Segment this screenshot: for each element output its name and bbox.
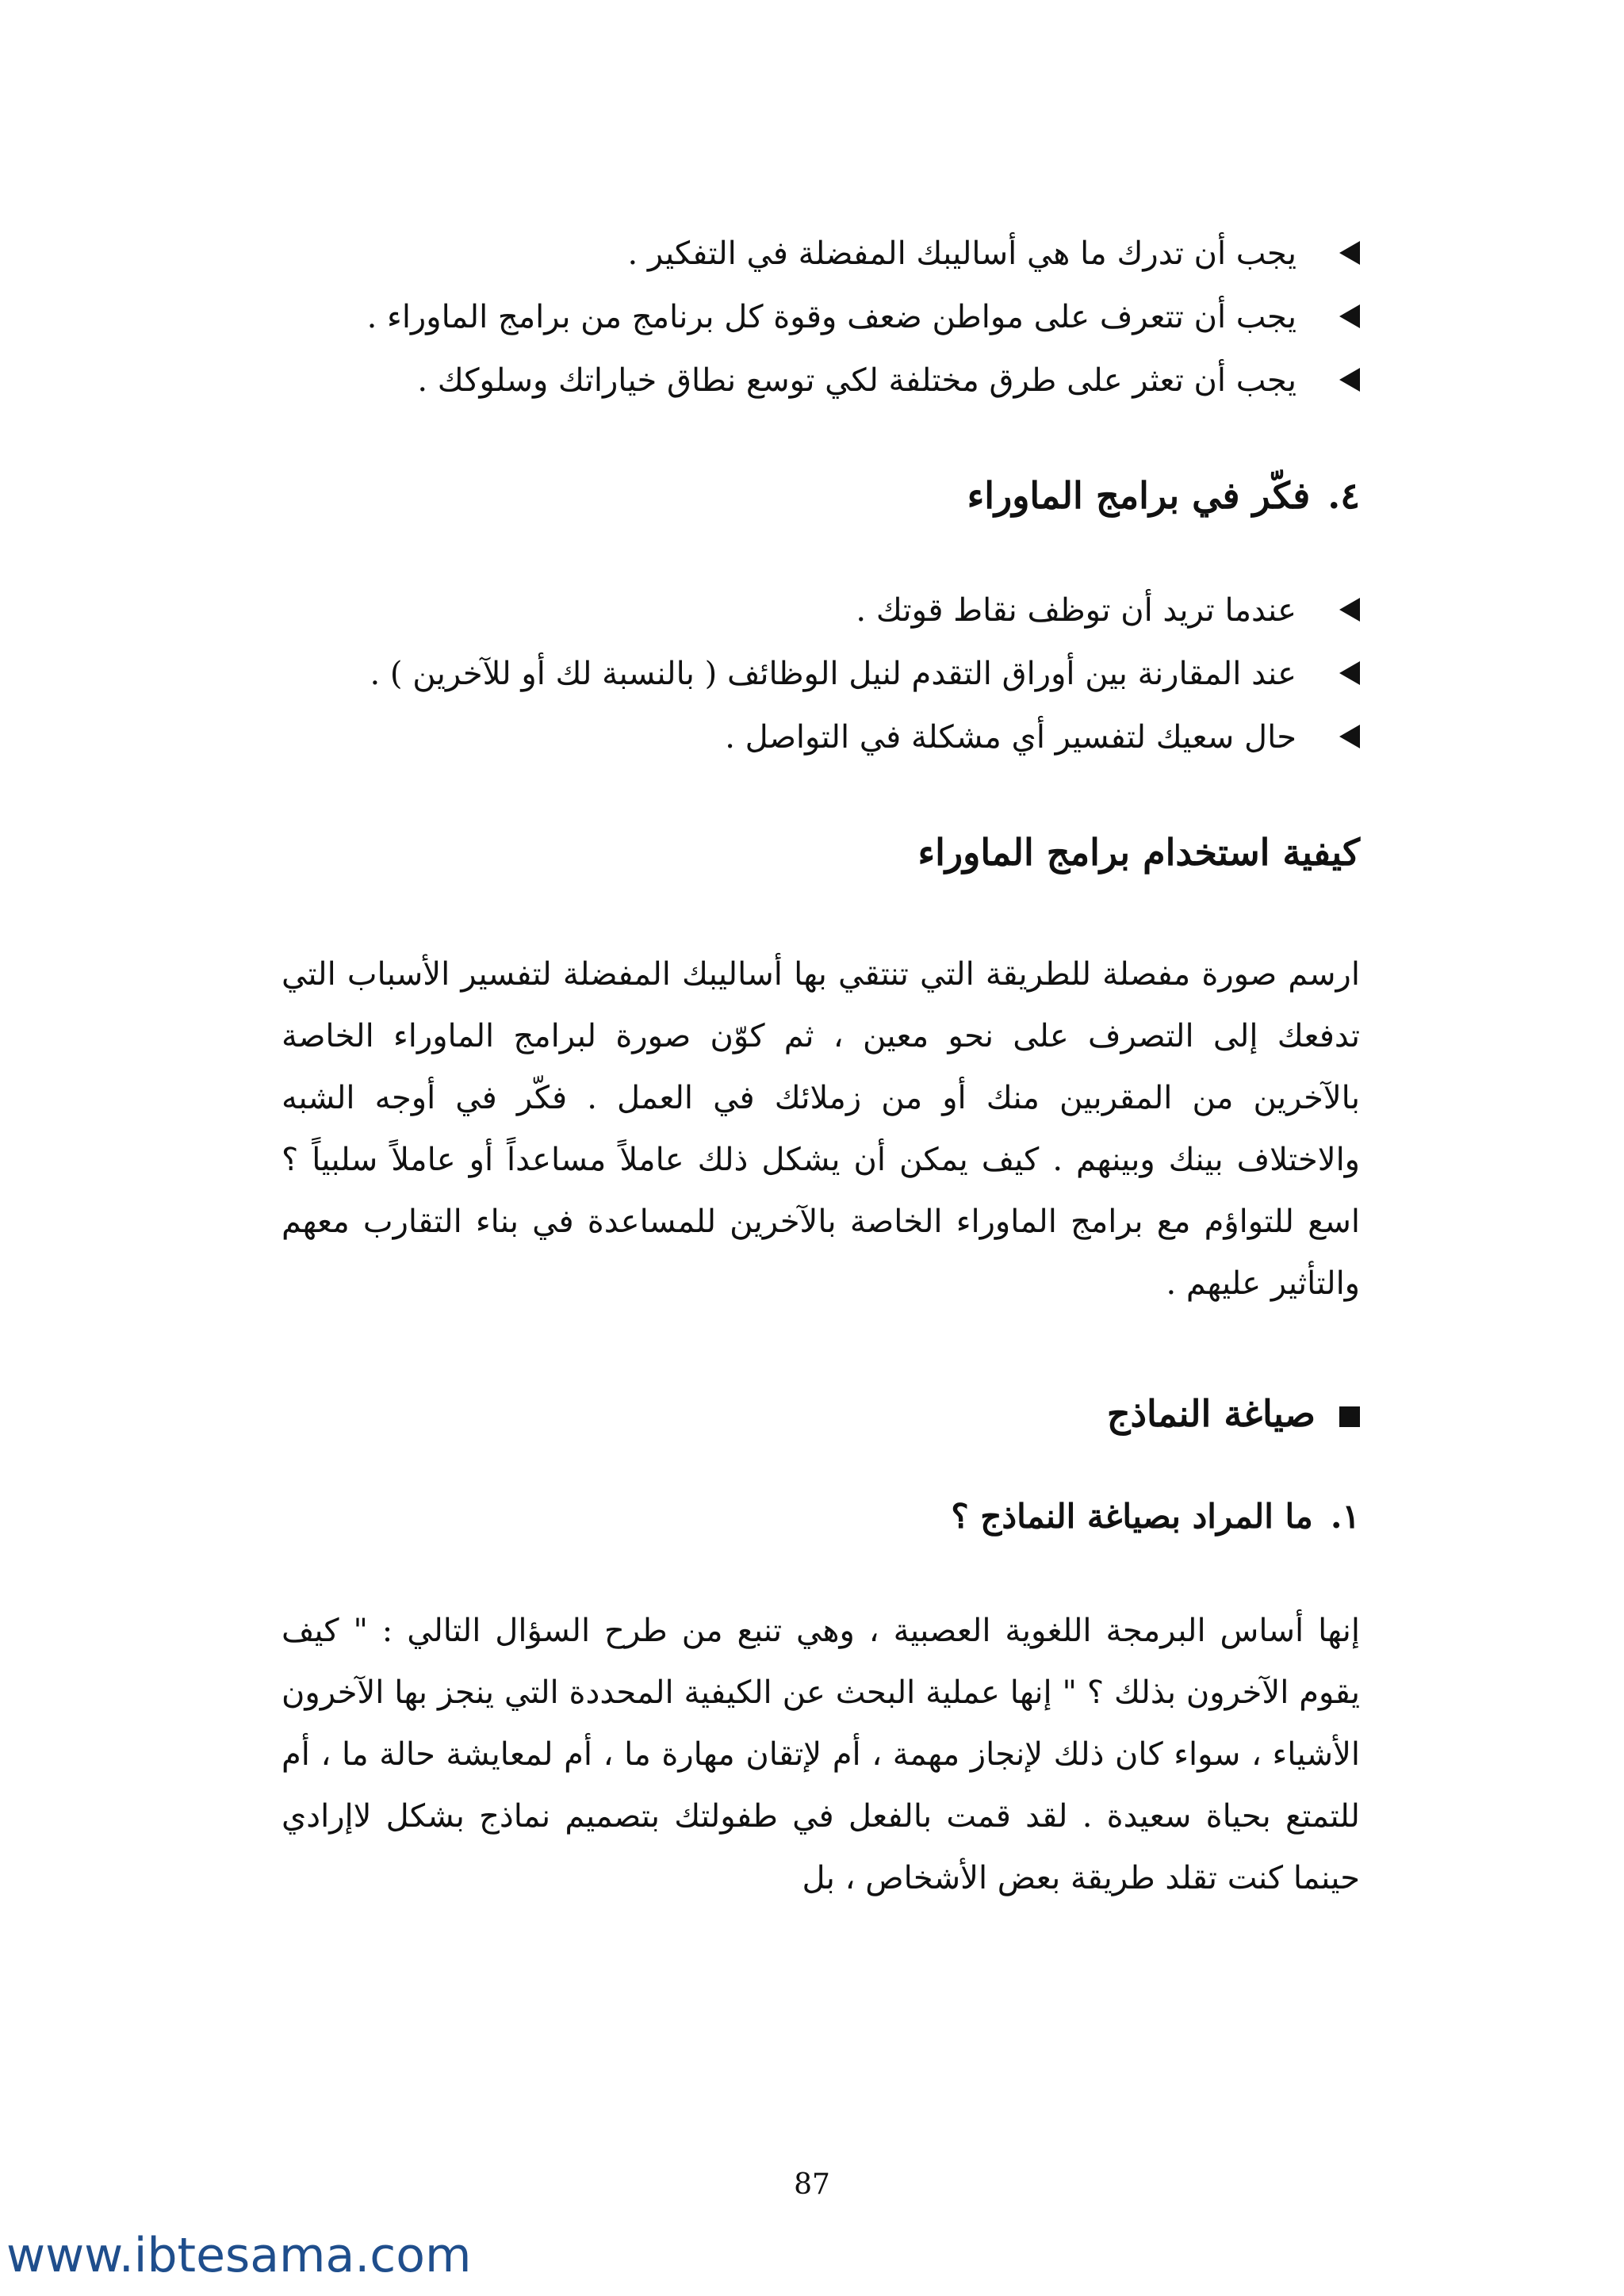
section-4-bullet-list [282, 579, 1360, 769]
list-item [282, 642, 1360, 706]
usage-paragraph: ارسم صورة مفصلة للطريقة التي تنتقي بها أساليبك المفضلة لتفسير الأسباب التي تدفعك إلى التصرف على نحو معين ، ثم كوّن صورة لبرامج الماوراء الخاصة بالآخرين من المقربين منك أو من زملائك في العمل . فكّر في أوجه الشبه والاختلاف بينك وبينهم . كيف يمكن أن يشكل ذلك عاملاً مساعداً أو عاملاً سلبياً ؟ اسع للتواؤم مع برامج الماوراء الخاصة بالآخرين للمساعدة في بناء التقارب معهم والتأثير عليهم . [282, 956, 1360, 1302]
list-item [282, 706, 1360, 769]
square-bullet-icon [1339, 1406, 1360, 1427]
section-title: كيفية استخدام برامج الماوراء [917, 831, 1360, 874]
page-content [282, 222, 1360, 1909]
section-4-heading [282, 468, 1360, 523]
subsection-title: ما المراد بصياغة النماذج ؟ [951, 1497, 1313, 1536]
list-item-text: حال سعيك لتفسير أي مشكلة في التواصل . [725, 719, 1297, 756]
intro-bullet-list [282, 222, 1360, 412]
bullet-arrow-icon [1339, 241, 1360, 265]
section-title: فكّر في برامج الماوراء [967, 474, 1311, 517]
list-item-text: يجب أن تدرك ما هي أساليبك المفضلة في التفكير . [627, 235, 1297, 272]
section-title: صياغة النماذج [1106, 1392, 1316, 1435]
section-number: ٤. [1327, 474, 1360, 517]
page-number: 87 [794, 2168, 830, 2201]
subsection-number: ١. [1330, 1497, 1360, 1536]
bullet-arrow-icon [1339, 304, 1360, 328]
list-item-text: يجب أن تتعرف على مواطن ضعف وقوة كل برنامج من برامج الماوراء . [366, 299, 1297, 335]
list-item [282, 579, 1360, 642]
list-item [282, 285, 1360, 349]
list-item [282, 349, 1360, 412]
list-item-text: عندما تريد أن توظف نقاط قوتك . [856, 592, 1297, 629]
bullet-arrow-icon [1339, 661, 1360, 685]
watermark-link[interactable]: www.ibtesama.com [6, 2228, 472, 2283]
bullet-arrow-icon [1339, 368, 1360, 392]
usage-section-heading [282, 825, 1360, 880]
list-item-text: عند المقارنة بين أوراق التقدم لنيل الوظائف ( بالنسبة لك أو للآخرين ) . [370, 656, 1297, 692]
modeling-section-heading [282, 1386, 1360, 1441]
modeling-paragraph: إنها أساس البرمجة اللغوية العصبية ، وهي تنبع من طرح السؤال التالي : " كيف يقوم الآخرون بذلك ؟ " إنها عملية البحث عن الكيفية المحددة التي ينجز بها الآخرون الأشياء ، سواء كان ذلك لإنجاز مهمة ، أم لإتقان مهارة ما ، أم لمعايشة حالة ما ، أم للتمتع بحياة سعيدة . لقد قمت بالفعل في طفولتك بتصميم نماذج بشكل لاإرادي حينما كنت تقلد طريقة بعض الأشخاص ، بل [282, 1613, 1360, 1896]
list-item [282, 222, 1360, 285]
list-item-text: يجب أن تعثر على طرق مختلفة لكي توسع نطاق خياراتك وسلوكك . [417, 362, 1297, 399]
modeling-subsection-heading [282, 1489, 1360, 1544]
bullet-arrow-icon [1339, 725, 1360, 748]
bullet-arrow-icon [1339, 598, 1360, 622]
